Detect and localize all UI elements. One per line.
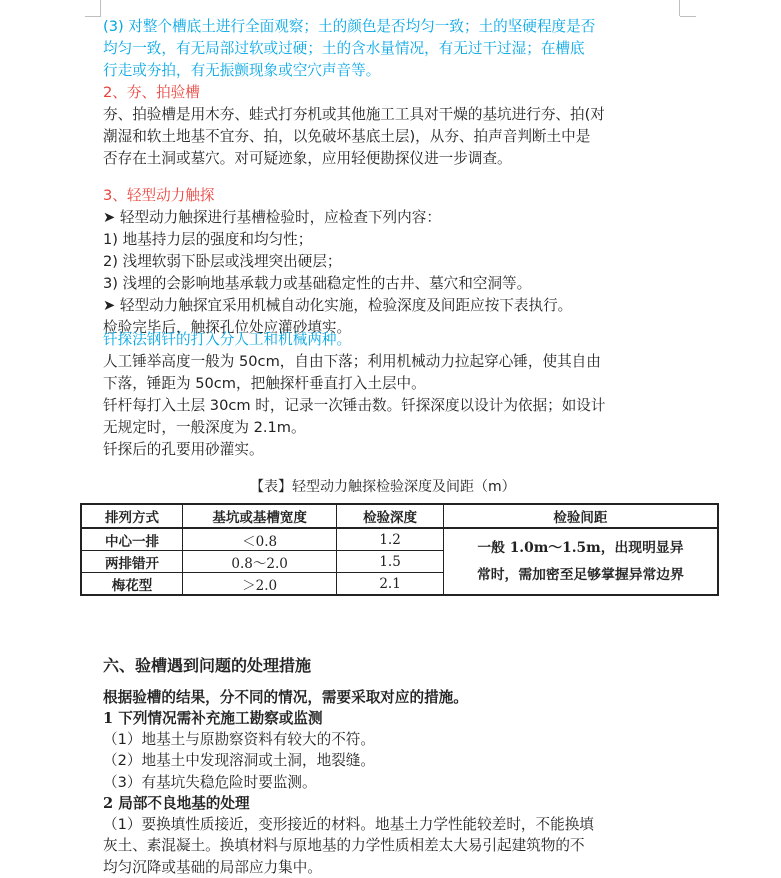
corner-mark-left [100, 0, 101, 16]
section-title: 六、验槽遇到问题的处理措施 [103, 656, 312, 675]
table-row [81, 528, 718, 551]
text-line: 否存在土洞或墓穴。对可疑迹象，应用轻便勘探仪进一步调查。 [103, 150, 512, 167]
paragraph-local-treatment [103, 814, 678, 878]
cell-width: ＞2.0 [183, 573, 337, 596]
paragraph-rod-probing [103, 351, 678, 461]
cell-width: 0.8～2.0 [183, 551, 337, 573]
text-line: 3) 浅埋的会影响地基承载力或基础稳定性的古井、墓穴和空洞等。 [103, 275, 532, 292]
section-lead: 根据验槽的结果，分不同的情况，需要采取对应的措施。 [103, 689, 468, 706]
text-line: 人工锤举高度一般为 50cm，自由下落；利用机械动力拉起穿心锤，使其自由 [103, 353, 601, 370]
list-item: （3）有基坑失稳危险时要监测。 [103, 773, 317, 791]
corner-mark-left-h [85, 16, 101, 17]
text-line: 无规定时，一般深度为 2.1m。 [103, 419, 306, 436]
text-line: 夯、拍验槽是用木夯、蛙式打夯机或其他施工工具对干燥的基坑进行夯、拍(对 [103, 106, 605, 123]
list-survey-cases [103, 729, 678, 793]
cell-interval: 一般 1.0m～1.5m，出现明显异 常时，需加密至足够掌握异常边界 [443, 528, 718, 595]
cell-depth: 1.5 [337, 551, 444, 573]
text-line: （1）要换填性质接近，变形接近的材料。地基土力学性能较差时，不能换填 [103, 816, 594, 833]
heading-dynamic-probing: 3、轻型动力触探 [103, 187, 215, 204]
heading-rod-probing: 钎探法钢钎的打入分人工和机械两种。 [103, 331, 352, 348]
text-line: 2) 浅埋软弱下卧层或浅埋突出硬层； [103, 253, 342, 270]
table-caption: 【表】轻型动力触探检验深度及间距（m） [250, 479, 516, 495]
cell-depth: 2.1 [337, 573, 444, 596]
probing-table [80, 503, 719, 596]
cell-arrangement: 梅花型 [81, 573, 183, 596]
text-line: (3) 对整个槽底土进行全面观察；土的颜色是否均匀一致；土的坚硬程度是否 [103, 18, 596, 35]
text-line: 均匀沉降或基础的局部应力集中。 [103, 858, 322, 876]
list-item: （1）地基土与原勘察资料有较大的不符。 [103, 731, 375, 748]
list-item: （2）地基土中发现溶洞或土洞，地裂缝。 [103, 752, 375, 770]
paragraph-observation [103, 16, 678, 82]
cell-arrangement: 两排错开 [81, 551, 183, 573]
text-line: 下落，锤距为 50cm，把触探杆垂直打入土层中。 [103, 375, 426, 392]
text-line: 均匀一致，有无局部过软或过硬；土的含水量情况，有无过干过湿；在槽底 [103, 40, 585, 57]
corner-mark-right [679, 0, 680, 16]
corner-mark-right-h [680, 16, 696, 17]
text-line: 行走或夯拍，有无振颤现象或空穴声音等。 [103, 62, 381, 79]
heading-tamping: 2、夯、拍验槽 [103, 84, 200, 101]
header-depth: 检验深度 [337, 504, 444, 528]
text-line: ➤ 轻型动力触探进行基槽检验时，应检查下列内容： [103, 209, 441, 226]
text-line: 1) 地基持力层的强度和均匀性； [103, 231, 313, 248]
paragraph-tamping [103, 104, 678, 170]
header-interval: 检验间距 [443, 504, 718, 528]
table-header-row [81, 504, 718, 528]
text-line: ➤ 轻型动力触探宜采用机械自动化实施，检验深度及间距应按下表执行。 [103, 297, 573, 314]
text-line: 潮湿和软土地基不宜夯、拍，以免破坏基底土层)，从夯、拍声音判断土中是 [103, 128, 591, 145]
subheading-survey: 1 下列情况需补充施工勘察或监测 [103, 710, 323, 727]
header-arrangement: 排列方式 [81, 504, 183, 528]
text-line: 检验完毕后，触探孔位处应灌砂填实。 [103, 319, 352, 336]
cell-width: ＜0.8 [183, 528, 337, 551]
cell-depth: 1.2 [337, 528, 444, 551]
paragraph-dynamic-probing [103, 207, 678, 339]
text-line: 钎探后的孔要用砂灌实。 [103, 441, 264, 458]
text-line: 钎杆每打入土层 30cm 时，记录一次锤击数。钎探深度以设计为依据；如设计 [103, 397, 606, 414]
cell-arrangement: 中心一排 [81, 528, 183, 551]
header-width: 基坑或基槽宽度 [183, 504, 337, 528]
subheading-local-treatment: 2 局部不良地基的处理 [103, 795, 250, 812]
text-line: 灰土、素混凝土。换填材料与原地基的力学性质相差太大易引起建筑物的不 [103, 837, 585, 855]
